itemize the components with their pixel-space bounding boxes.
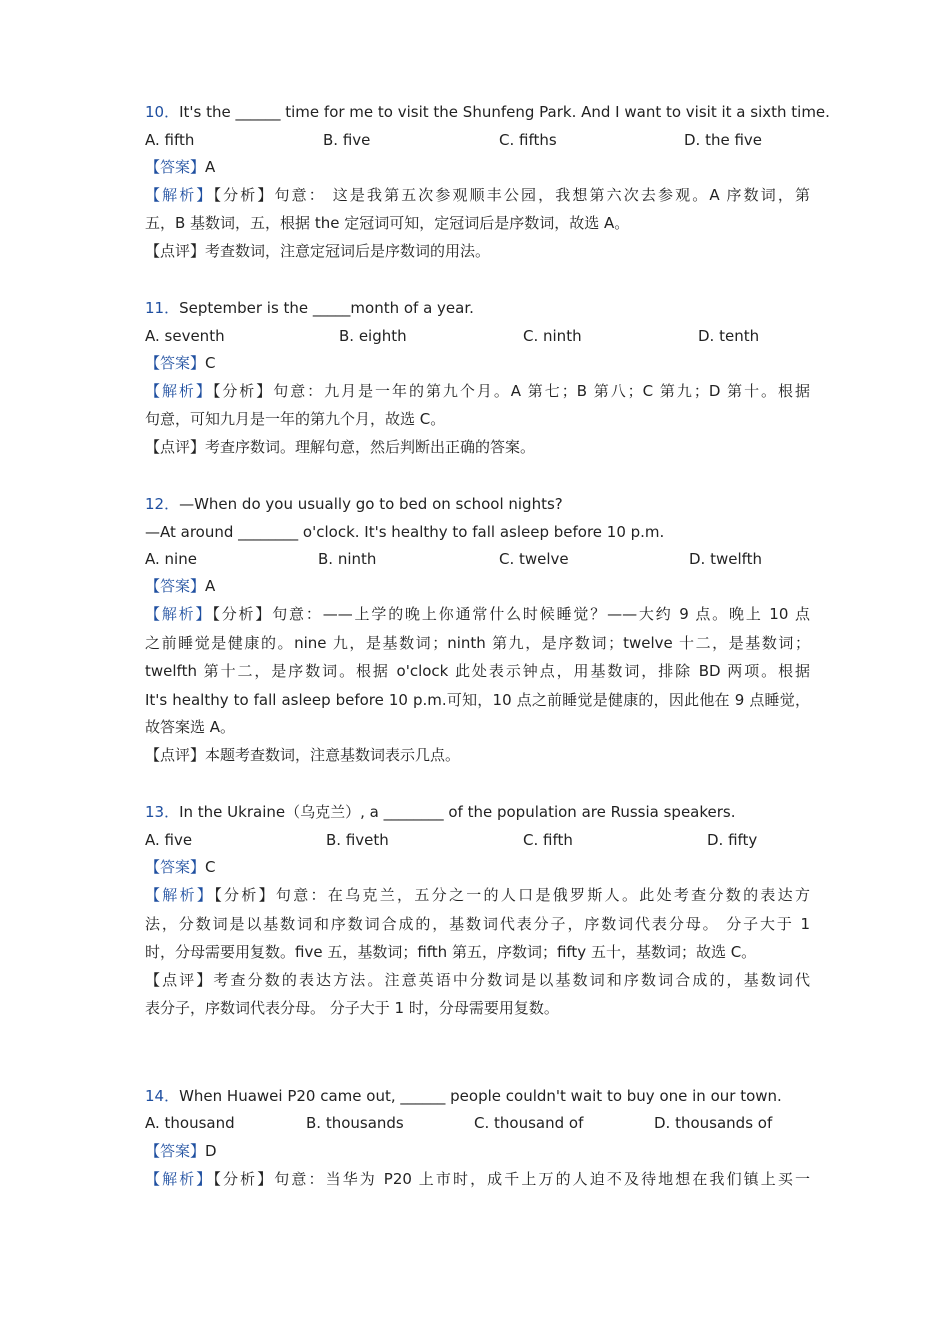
question-13-stem: 13．In the Ukraine（乌克兰）, a ________ of the population are Russia speakers. [145, 803, 736, 821]
option-b: B. fiveth [326, 831, 389, 849]
option-b: B. eighth [339, 327, 407, 345]
question-12-analysis-line: twelfth 第十二，是序数词。根据 o'clock 此处表示钟点，用基数词，排除 BD 两项。根据 [145, 662, 810, 680]
option-b: B. thousands [306, 1114, 404, 1132]
question-12-analysis-line: 之前睡觉是健康的。nine 九，是基数词；ninth 第九，是序数词；twelve 十二，是基数词； [145, 634, 810, 652]
question-13-analysis-line: 法，分数词是以基数词和序数词合成的，基数词代表分子，序数词代表分母。 分子大于 1 [145, 915, 810, 933]
question-13-options [145, 830, 810, 850]
question-14-options [145, 1113, 810, 1133]
question-14-analysis-line: 【解析】【分析】句意：当华为 P20 上市时，成千上万的人迫不及待地想在我们镇上买一 [145, 1170, 810, 1188]
question-13-comment: 【点评】考查分数的表达方法。注意英语中分数词是以基数词和序数词合成的，基数词代 [145, 971, 810, 989]
question-13-answer: 【答案】C [145, 858, 216, 876]
option-b: B. five [323, 131, 371, 149]
question-12-stem-line-2: —At around ________ o'clock. It's healthy to fall asleep before 10 p.m. [145, 523, 665, 541]
question-13-analysis-line: 【解析】【分析】句意：在乌克兰，五分之一的人口是俄罗斯人。此处考查分数的表达方 [145, 886, 810, 904]
question-10-stem: 10．It's the ______ time for me to visit the Shunfeng Park. And I want to visit it a sixth time. [145, 103, 830, 121]
option-c: C. thousand of [474, 1114, 584, 1132]
question-11-analysis-line: 【解析】【分析】句意：九月是一年的第九个月。A 第七；B 第八；C 第九；D 第十。根据 [145, 382, 810, 400]
question-10-comment: 【点评】考查数词，注意定冠词后是序数词的用法。 [145, 242, 491, 260]
option-d: D. fifty [707, 831, 758, 849]
option-a: A. fifth [145, 131, 195, 149]
option-c: C. ninth [523, 327, 582, 345]
option-d: D. twelfth [689, 550, 763, 568]
option-a: A. seventh [145, 327, 225, 345]
question-number: 14． [145, 1087, 180, 1105]
question-12-analysis-line: It's healthy to fall asleep before 10 p.m.可知，10 点之前睡觉是健康的，因此他在 9 点睡觉， [145, 691, 810, 709]
option-b: B. ninth [318, 550, 377, 568]
question-11-answer: 【答案】C [145, 354, 216, 372]
question-number: 11． [145, 299, 180, 317]
option-a: A. nine [145, 550, 197, 568]
question-11-options [145, 326, 810, 346]
question-12-analysis-line: 故答案选 A。 [145, 718, 236, 736]
question-10-answer: 【答案】A [145, 158, 216, 176]
question-12-options [145, 549, 810, 569]
option-c: C. fifths [499, 131, 557, 149]
option-d: D. the five [684, 131, 763, 149]
option-d: D. thousands of [654, 1114, 773, 1132]
option-d: D. tenth [698, 327, 760, 345]
question-number: 12． [145, 495, 180, 513]
question-13-comment-line: 表分子，序数词代表分母。 分子大于 1 时，分母需要用复数。 [145, 999, 559, 1017]
question-12-answer: 【答案】A [145, 577, 216, 595]
option-c: C. fifth [523, 831, 573, 849]
question-10-analysis-line: 五，B 基数词，五，根据 the 定冠词可知，定冠词后是序数词，故选 A。 [145, 214, 630, 232]
question-12-stem: 12．—When do you usually go to bed on school nights? [145, 495, 563, 513]
question-11-analysis-line: 句意，可知九月是一年的第九个月，故选 C。 [145, 410, 446, 428]
question-number: 13． [145, 803, 180, 821]
option-c: C. twelve [499, 550, 569, 568]
question-12-analysis-line: 【解析】【分析】句意：——上学的晚上你通常什么时候睡觉？——大约 9 点。晚上 10 点 [145, 605, 810, 623]
question-13-analysis-line: 时，分母需要用复数。five 五，基数词；fifth 第五，序数词；fifty 五十，基数词；故选 C。 [145, 943, 757, 961]
question-10-analysis-line: 【解析】【分析】句意： 这是我第五次参观顺丰公园，我想第六次去参观。A 序数词，第 [145, 186, 810, 204]
option-a: A. five [145, 831, 193, 849]
question-11-stem: 11．September is the _____month of a year. [145, 299, 474, 317]
question-14-stem: 14．When Huawei P20 came out, ______ people couldn't wait to buy one in our town. [145, 1087, 782, 1105]
question-10-options [145, 130, 810, 150]
question-14-answer: 【答案】D [145, 1142, 217, 1160]
question-12-comment: 【点评】本题考查数词，注意基数词表示几点。 [145, 746, 461, 764]
question-number: 10． [145, 103, 180, 121]
question-11-comment: 【点评】考查序数词。理解句意，然后判断出正确的答案。 [145, 438, 536, 456]
option-a: A. thousand [145, 1114, 235, 1132]
